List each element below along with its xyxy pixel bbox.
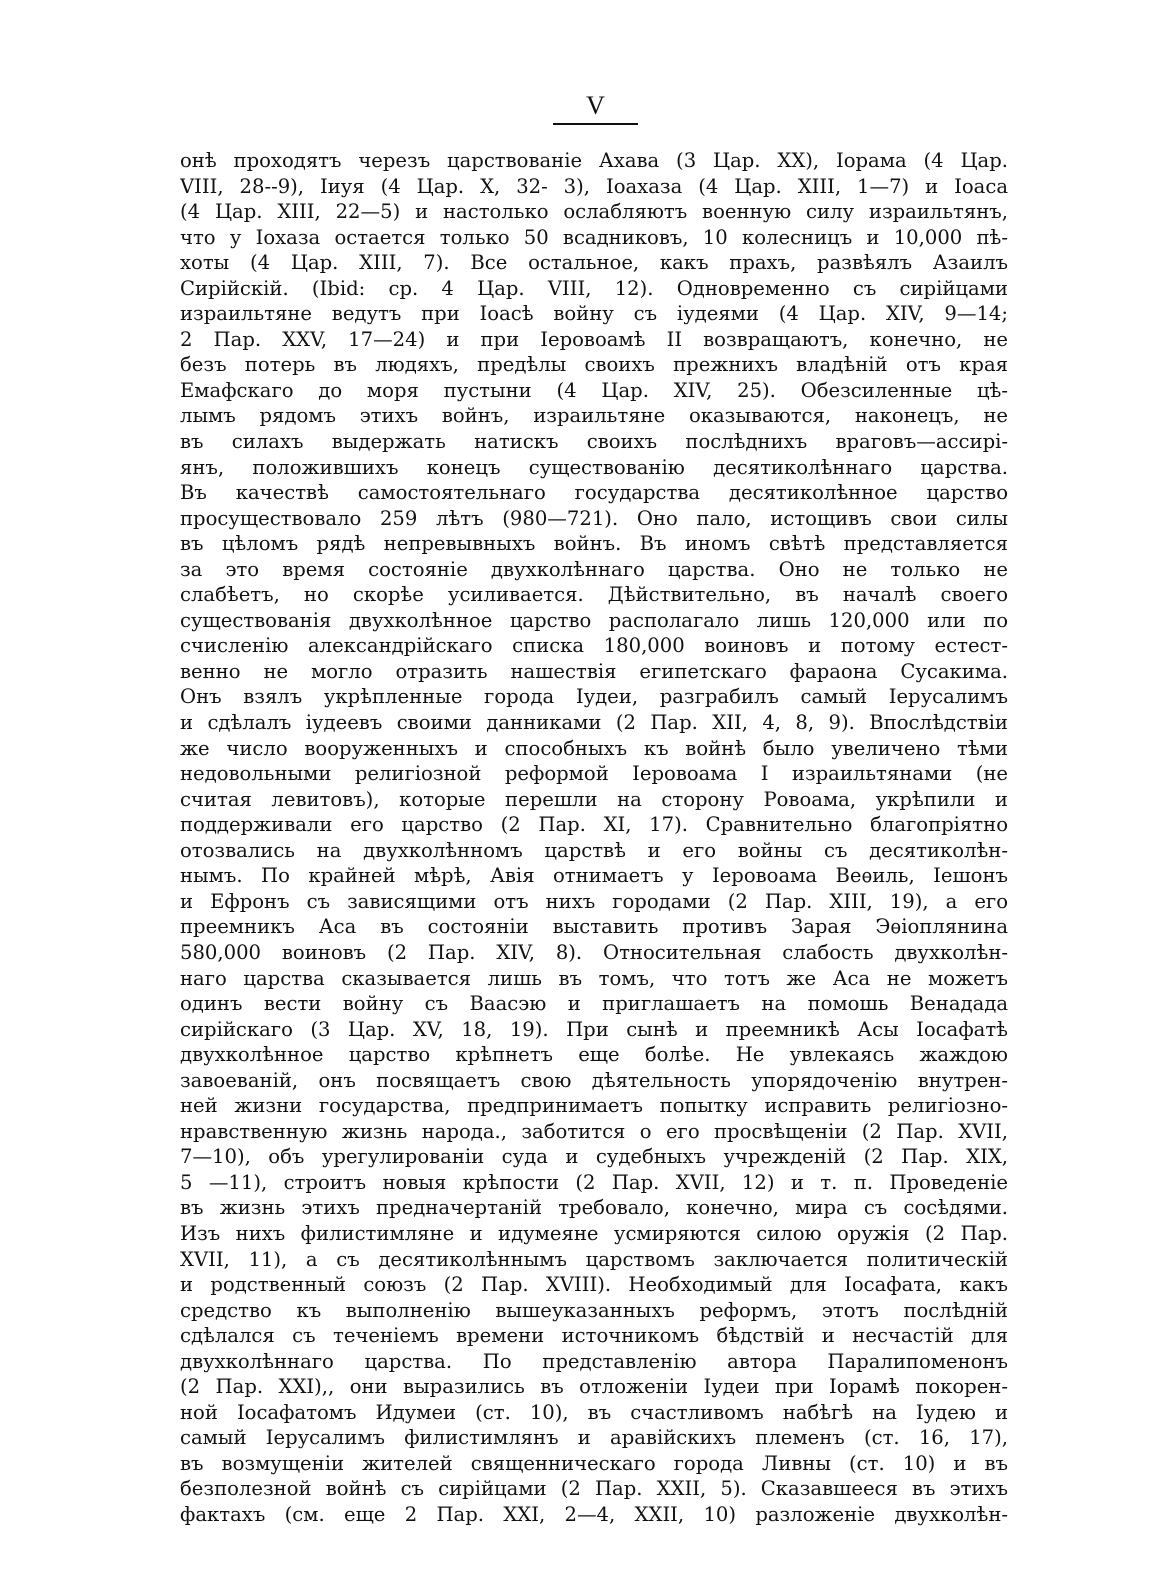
text-line: 580,000 воиновъ (2 Пар. XIV, 8). Относительная слабость двухколѣн- — [180, 940, 1008, 964]
body-text — [180, 148, 1008, 1528]
text-line: Въ качествѣ самостоятельнаго государства десятиколѣнное царство — [180, 481, 1008, 505]
text-line: въ жизнь этихъ предначертаній требовало, конечно, мира съ сосѣдями. — [180, 1196, 1008, 1220]
text-line: и сдѣлалъ іудеевъ своими данниками (2 Пар. XII, 4, 8, 9). Впослѣдствіи — [180, 711, 1008, 735]
text-line: фактахъ (см. еще 2 Пар. XXI, 2—4, XXII, 10) разложеніе двухколѣн- — [180, 1502, 1008, 1526]
text-line: преемникъ Аса въ состояніи выставить противъ Зарая Эѳіоплянина — [180, 915, 1008, 939]
text-line: сдѣлался съ теченіемъ времени источникомъ бѣдствій и несчастій для — [180, 1324, 1008, 1348]
text-line: сирійскаго (3 Цар. XV, 18, 19). При сынѣ и преемникѣ Асы Іосафатѣ — [180, 1017, 1008, 1041]
text-line: слабѣетъ, но скорѣе усиливается. Дѣйствительно, въ началѣ своего — [180, 583, 1008, 607]
page-number-rule — [553, 123, 638, 125]
text-line: (4 Цар. XIII, 22—5) и настолько ослабляютъ военную силу израильтянъ, — [180, 200, 1008, 224]
text-line: янъ, положившихъ конецъ существованію десятиколѣннаго царства. — [180, 455, 1008, 479]
text-line: 2 Пар. XXV, 17—24) и при Іеровоамѣ II возвращаютъ, конечно, не — [180, 327, 1008, 351]
text-line: недовольными религіозной реформой Іеровоама I израильтянами (не — [180, 762, 1008, 786]
text-line: Сирійскій. (Ibid: ср. 4 Цар. VIII, 12). Одновременно съ сирійцами — [180, 276, 1008, 300]
text-line: за это время состояніе двухколѣннаго царства. Оно не только не — [180, 557, 1008, 581]
text-line: 7—10), объ урегулированіи суда и судебныхъ учрежденій (2 Пар. XIX, — [180, 1145, 1008, 1169]
text-line: поддерживали его царство (2 Пар. XI, 17). Сравнительно благопріятно — [180, 813, 1008, 837]
text-line: онѣ проходятъ черезъ царствованіе Ахава (3 Цар. XX), Іорама (4 Цар. — [180, 149, 1008, 172]
text-line: двухколѣнное царство крѣпнетъ еще болѣе. Не увлекаясь жаждою — [180, 1043, 1008, 1067]
text-line: въ возмущеніи жителей священническаго города Ливны (ст. 10) и въ — [180, 1451, 1008, 1475]
text-line: безъ потерь въ людяхъ, предѣлы своихъ прежнихъ владѣній отъ края — [180, 353, 1008, 377]
text-line: счисленію александрійскаго списка 180,000 воиновъ и потому естест- — [180, 634, 1008, 658]
text-line: же число вооруженныхъ и способныхъ къ войнѣ было увеличено тѣми — [180, 736, 1008, 760]
text-line: венно не могло отразить нашествія египетскаго фараона Сусакима. — [180, 659, 1008, 683]
text-line: одинъ вести войну съ Ваасэю и приглашаетъ на помошь Венадада — [180, 992, 1008, 1016]
text-line: средство къ выполненію вышеуказанныхъ реформъ, этотъ послѣдній — [180, 1298, 1008, 1322]
text-line: израильтяне ведутъ при Іоасѣ войну съ іудеями (4 Цар. XIV, 9—14; — [180, 302, 1008, 326]
text-line: Онъ взялъ укрѣпленные города Іудеи, разграбилъ самый Іерусалимъ — [180, 685, 1008, 709]
text-line: VIII, 28--9), Іиуя (4 Цар. X, 32- 3), Іоахаза (4 Цар. XIII, 1—7) и Іоаса — [180, 174, 1008, 198]
text-line: ней жизни государства, предпринимаетъ попытку исправить религіозно- — [180, 1094, 1008, 1118]
text-line: существованія двухколѣнное царство располагало лишь 120,000 или по — [180, 608, 1008, 632]
text-line: двухколѣннаго царства. По представленію автора Паралипоменонъ — [180, 1349, 1008, 1373]
text-line: просуществовало 259 лѣтъ (980—721). Оно пало, истощивъ свои силы — [180, 506, 1008, 530]
text-line: (2 Пар. XXI),, они выразились въ отложеніи Іудеи при Іорамѣ покорен- — [180, 1375, 1008, 1399]
text-line: хоты (4 Цар. XIII, 7). Все остальное, какъ прахъ, развѣялъ Азаилъ — [180, 251, 1008, 275]
text-line: ной Іосафатомъ Идумеи (ст. 10), въ счастливомъ набѣгѣ на Іудею и — [180, 1400, 1008, 1424]
text-line: и родственный союзъ (2 Пар. XVIII). Необходимый для Іосафата, какъ — [180, 1273, 1008, 1297]
text-line: Емафскаго до моря пустыни (4 Цар. XIV, 25). Обезсиленные цѣ- — [180, 378, 1008, 402]
text-line: наго царства сказывается лишь въ томъ, что тотъ же Аса не можетъ — [180, 966, 1008, 990]
text-line: XVII, 11), а съ десятиколѣннымъ царствомъ заключается политическій — [180, 1247, 1008, 1271]
text-line: отозвались на двухколѣнномъ царствѣ и его войны съ десятиколѣн- — [180, 838, 1008, 862]
text-line: нымъ. По крайней мѣрѣ, Авія отнимаетъ у Іеровоама Веѳиль, Іешонъ — [180, 864, 1008, 888]
text-line: въ цѣломъ рядѣ непревывныхъ войнъ. Въ иномъ свѣтѣ представляется — [180, 532, 1008, 556]
text-line: Изъ нихъ филистимляне и идумеяне усмиряются силою оружія (2 Пар. — [180, 1221, 1008, 1245]
text-line: завоеваній, онъ посвящаетъ свою дѣятельность упорядоченію внутрен- — [180, 1068, 1008, 1092]
text-line: что у Іохаза остается только 50 всадниковъ, 10 колесницъ и 10,000 пѣ- — [180, 225, 1008, 249]
text-line: считая левитовъ), которые перешли на сторону Ровоама, укрѣпили и — [180, 787, 1008, 811]
text-line: безполезной войнѣ съ сирійцами (2 Пар. XXII, 5). Сказавшееся въ этихъ — [180, 1477, 1008, 1501]
text-line: 5 —11), строитъ новыя крѣпости (2 Пар. XVII, 12) и т. п. Проведеніе — [180, 1170, 1008, 1194]
text-line: и Ефронъ съ зависящими отъ нихъ городами (2 Пар. XIII, 19), а его — [180, 889, 1008, 913]
text-line: самый Іерусалимъ филистимлянъ и аравійскихъ племенъ (ст. 16, 17), — [180, 1426, 1008, 1450]
text-line: нравственную жизнь народа., заботится о его просвѣщеніи (2 Пар. XVII, — [180, 1119, 1008, 1143]
text-line: въ силахъ выдержать натискъ своихъ послѣднихъ враговъ—ассирі- — [180, 430, 1008, 454]
page-number: V — [586, 91, 605, 120]
text-line: лымъ рядомъ этихъ войнъ, израильтяне оказываются, наконецъ, не — [180, 404, 1008, 428]
